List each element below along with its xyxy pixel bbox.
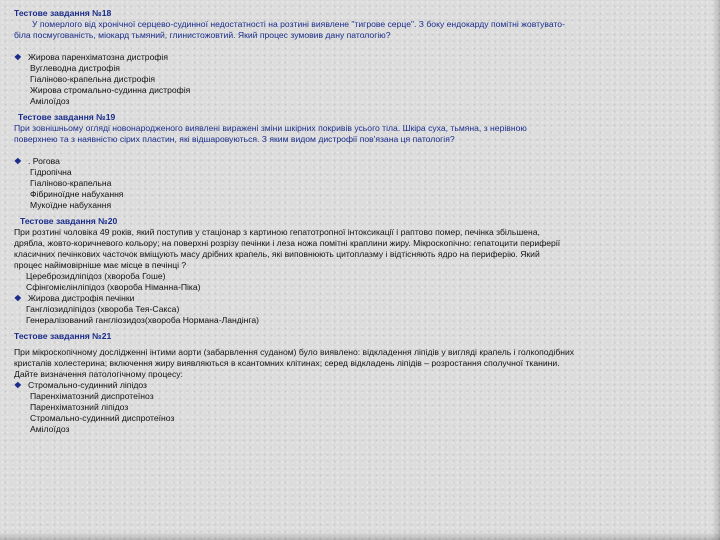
question-20-option-2[interactable]: Сфінгомієлінліпідоз (хвороба Німанна-Піка) <box>26 282 201 292</box>
diamond-bullet-icon: ❖ <box>14 52 22 62</box>
question-21-text-line3: Дайте визначення патологічному процесу: <box>14 369 183 379</box>
diamond-bullet-icon: ❖ <box>14 293 22 303</box>
question-19-text-line1: При зовнішньому огляді новонародженого виявлені виражені зміни шкірних покривів усього тіла. Шкіра суха, тьмяна, з нерівною <box>14 123 527 133</box>
question-18-text-line2: біла посмугованість, міокард тьмяний, глинистожовтий. Який процес зумовив дану патологію? <box>14 30 391 40</box>
question-21-option-1[interactable] <box>14 380 710 391</box>
question-18-option-5[interactable]: Амілоїдоз <box>30 96 70 106</box>
question-21-title: Тестове завдання №21 <box>14 331 112 341</box>
question-19-option-1[interactable] <box>14 156 710 167</box>
question-20-option-1[interactable]: Цереброзидліпідоз (хвороба Гоше) <box>26 271 166 281</box>
slide-shadow-right <box>712 0 720 540</box>
slide-shadow-bottom <box>0 532 720 540</box>
question-20-text-line2: дрябла, жовто-коричневого кольору; на поверхні розрізу печінки і леза ножа помітні краплини жиру. Мікроскопічно: гепатоцити периферії <box>14 238 561 248</box>
question-21-text-line2: кристалів холестерина; включення жиру виявляються в ксантомних клітинах; серед відкладень ліпідів – розростання сполучної тканини. <box>14 358 560 368</box>
question-18-title: Тестове завдання №18 <box>14 8 112 18</box>
question-20 <box>14 216 710 326</box>
question-19-option-5[interactable]: Мукоїдне набухання <box>30 200 112 210</box>
option-label: Стромально-судинний ліпідоз <box>28 380 147 390</box>
question-20-title: Тестове завдання №20 <box>20 216 118 226</box>
question-18-text-line1: У померлого від хронічної серцево-судинної недостатності на розтині виявлене "тигрове серце". З боку ендокарду помітні жовтувато- <box>32 19 565 29</box>
question-19-option-2[interactable]: Гідропічна <box>30 167 72 177</box>
question-20-option-3[interactable] <box>14 293 710 304</box>
question-19-text-line2: поверхнею та з наявністю сірих пластин, які відшаровуються. З яким видом дистрофії пов'язана ця патологія? <box>14 134 455 144</box>
option-label: Жирова дистрофія печінки <box>28 293 135 303</box>
question-21-text-line1: При мікроскопічному дослідженні інтими аорти (забарвлення суданом) було виявлено: відкладення ліпідів у вигляді крапель і голкоподібних <box>14 347 575 357</box>
question-21 <box>14 331 710 435</box>
question-21-option-3[interactable]: Паренхіматозний ліпідоз <box>30 402 129 412</box>
question-19 <box>14 112 710 211</box>
question-19-title: Тестове завдання №19 <box>18 112 116 122</box>
option-label: . Рогова <box>28 156 60 166</box>
question-18-option-3[interactable]: Гіаліново-крапельна дистрофія <box>30 74 156 84</box>
question-21-option-4[interactable]: Стромально-судинний диспротеїноз <box>30 413 175 423</box>
question-20-option-4[interactable]: Гангліозидліпідоз (хвороба Тея-Сакса) <box>26 304 180 314</box>
question-18-option-2[interactable]: Вуглеводна дистрофія <box>30 63 120 73</box>
question-21-option-2[interactable]: Паренхіматозний диспротеїноз <box>30 391 154 401</box>
question-19-option-4[interactable]: Фібриноїдне набухання <box>30 189 124 199</box>
question-20-text-line3: класичних печінкових часточок вміщують масу дрібних крапель, які виповнюють цитоплазму і відтісняють ядро на периферію. Який <box>14 249 540 259</box>
question-18-option-4[interactable]: Жирова стромально-судинна дистрофія <box>30 85 191 95</box>
slide-content <box>14 8 710 435</box>
question-21-option-5[interactable]: Амілоїдоз <box>30 424 70 434</box>
option-label: Жирова паренхіматозна дистрофія <box>28 52 168 62</box>
question-18-option-1[interactable] <box>14 52 710 63</box>
question-20-option-5[interactable]: Генералізований гангліозидоз(хвороба Нормана-Ландінга) <box>26 315 259 325</box>
question-19-option-3[interactable]: Гіаліново-крапельна <box>30 178 112 188</box>
diamond-bullet-icon: ❖ <box>14 380 22 390</box>
question-20-text-line1: При розтині чоловіка 49 років, який поступив у стаціонар з картиною гепатотропної інтоксикації і раптово помер, печінка збільшена, <box>14 227 540 237</box>
question-20-text-line4: процес найімовірніше має місце в печінці ? <box>14 260 187 270</box>
question-18 <box>14 8 710 107</box>
diamond-bullet-icon: ❖ <box>14 156 22 166</box>
